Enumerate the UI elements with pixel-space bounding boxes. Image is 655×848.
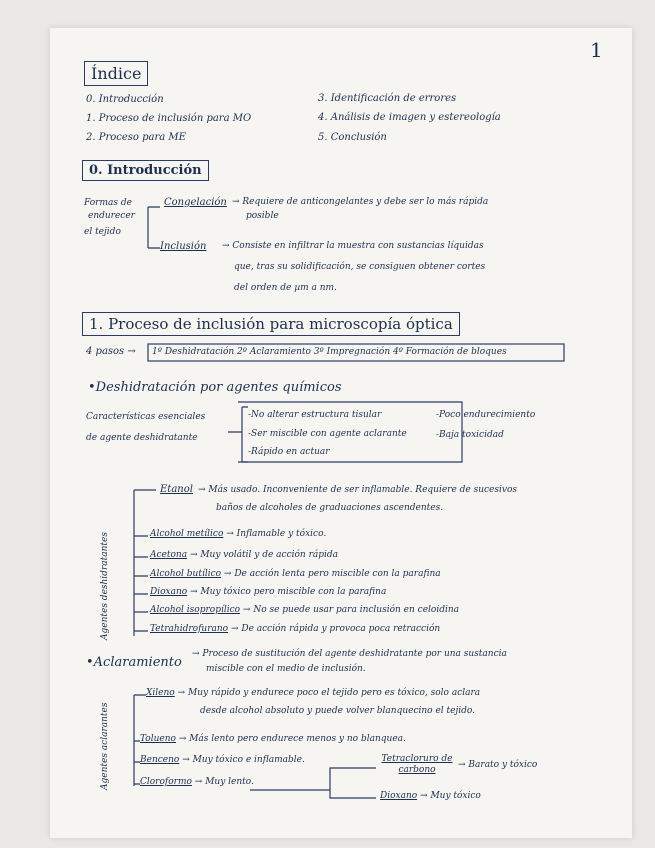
index-item-1: 1. Proceso de inclusión para MO xyxy=(86,113,252,124)
index-title: Índice xyxy=(84,61,148,86)
index-item-0: 0. Introducción xyxy=(86,94,164,105)
caract-col1-2: -Rápido en actuar xyxy=(248,447,330,457)
deshidratantes-side-label: Agentes deshidratantes xyxy=(100,532,110,640)
agent-xileno-desc-1: desde alcohol absoluto y puede volver blanquecino el tejido. xyxy=(200,706,476,716)
aclaramiento-def-0: Proceso de sustitución del agente deshidratante por una sustancia xyxy=(202,649,507,659)
caract-col1-1: -Ser miscible con agente aclarante xyxy=(248,429,407,439)
agent-cloroformo: Cloroformo xyxy=(140,777,192,787)
agent-dioxano: Dioxano xyxy=(150,587,188,597)
inclusion-text-1: que, tras su solidificación, se consiguen obtener cortes xyxy=(234,262,486,272)
agent-cloroformo-desc: Muy lento. xyxy=(205,777,254,787)
steps-label: 4 pasos xyxy=(86,346,125,357)
agent-benceno: Benceno xyxy=(140,755,180,765)
caract-col2-1: -Baja toxicidad xyxy=(436,430,504,440)
intro-side-label-2: el tejido xyxy=(84,227,121,237)
agent-tolueno-desc: Más lento pero endurece menos y no blanquea. xyxy=(189,734,406,744)
agent-etanol-desc-1: baños de alcoholes de graduaciones ascendentes. xyxy=(216,503,444,513)
index-item-5: 5. Conclusión xyxy=(318,132,387,143)
caract-label-1: de agente deshidratante xyxy=(86,433,198,443)
agent-butilico-desc: De acción lenta pero miscible con la parafina xyxy=(234,569,441,579)
agent-tetracloruro-desc: Barato y tóxico xyxy=(468,760,538,770)
caract-col2-0: -Poco endurecimiento xyxy=(436,410,536,420)
agent-tetrahidrofurano-desc: De acción rápida y provoca poca retracción xyxy=(241,624,441,634)
agent-acetona: Acetona xyxy=(150,550,188,560)
agent-xileno-desc-0: Muy rápido y endurece poco el tejido pero es tóxico, solo aclara xyxy=(187,688,481,698)
deshidratacion-heading: •Deshidratación por agentes químicos xyxy=(88,380,342,395)
inclusion-text-0: Consiste en infiltrar la muestra con sustancias líquidas xyxy=(232,241,484,251)
aclaramiento-heading: •Aclaramiento xyxy=(86,655,182,670)
congelacion-text-1: posible xyxy=(246,211,279,221)
aclaramiento-def-1: miscible con el medio de inclusión. xyxy=(206,664,366,674)
agent-metilico: Alcohol metílico xyxy=(150,529,224,539)
agent-tetrahidrofurano: Tetrahidrofurano xyxy=(150,624,229,634)
agent-benceno-desc: Muy tóxico e inflamable. xyxy=(192,755,305,765)
index-item-4: 4. Análisis de imagen y estereología xyxy=(318,112,501,123)
agent-isopropilico-desc: No se puede usar para inclusión en celoidina xyxy=(253,605,459,615)
intro-side-label-1: endurecer xyxy=(88,211,135,221)
agent-dioxano-aclarante-desc: Muy tóxico xyxy=(430,791,481,801)
congelacion-term: Congelación xyxy=(164,197,227,208)
agent-dioxano-desc: Muy tóxico pero miscible con la parafina xyxy=(200,587,387,597)
page-number: 1 xyxy=(590,38,603,62)
index-item-3: 3. Identificación de errores xyxy=(318,93,457,104)
agent-xileno: Xileno xyxy=(146,688,175,698)
caract-label-0: Características esenciales xyxy=(86,412,206,422)
agent-etanol-desc-0: Más usado. Inconveniente de ser inflamable. Requiere de sucesivos xyxy=(208,485,517,495)
agent-dioxano-aclarante: Dioxano xyxy=(380,791,418,801)
agent-metilico-desc: Inflamable y tóxico. xyxy=(236,529,327,539)
agent-etanol: Etanol xyxy=(160,484,193,495)
agent-tetracloruro: Tetracloruro de carbono xyxy=(381,754,453,775)
intro-side-label-0: Formas de xyxy=(84,198,132,208)
agent-tolueno: Tolueno xyxy=(140,734,176,744)
aclarantes-side-label: Agentes aclarantes xyxy=(100,702,110,790)
index-item-2: 2. Proceso para ME xyxy=(86,132,186,143)
congelacion-text-0: Requiere de anticongelantes y debe ser lo más rápida xyxy=(242,197,489,207)
inclusion-term: Inclusión xyxy=(160,241,207,252)
steps-list: 1º Deshidratación 2º Aclaramiento 3º Impregnación 4º Formación de bloques xyxy=(152,347,507,357)
section1-title: 1. Proceso de inclusión para microscopía óptica xyxy=(82,312,460,336)
agent-butilico: Alcohol butílico xyxy=(150,569,222,579)
inclusion-text-2: del orden de µm a nm. xyxy=(234,283,337,293)
agent-isopropilico: Alcohol isopropílico xyxy=(150,605,241,615)
agent-acetona-desc: Muy volátil y de acción rápida xyxy=(200,550,339,560)
caract-col1-0: -No alterar estructura tisular xyxy=(248,410,382,420)
intro-title: 0. Introducción xyxy=(82,160,209,181)
